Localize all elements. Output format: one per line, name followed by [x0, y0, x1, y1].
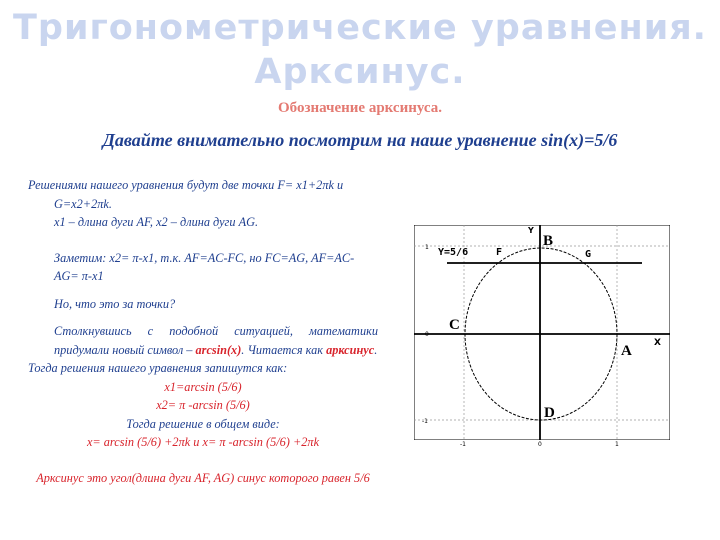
point-g-label: G: [585, 249, 592, 260]
slide-title: [0, 6, 720, 94]
title-line-2: Арксинус.: [254, 52, 466, 92]
explanation-text: [28, 176, 378, 487]
tick-x-0: 0: [538, 441, 542, 448]
paragraph-solutions: Решениями нашего уравнения будут две точки F= x1+2πk и G=x2+2πk.: [28, 178, 344, 211]
tick-y-0: 0: [425, 331, 429, 338]
arcsin-definition: Арксинус это угол(длина дуги AF, AG) синус которого равен 5/6: [36, 470, 370, 485]
x-tick-labels: [414, 441, 670, 451]
paragraph-general: Тогда решение в общем виде:: [126, 416, 280, 431]
title-line-1: Тригонометрические уравнения.: [13, 8, 707, 48]
paragraph-arc-lengths: x1 – длина дуги AF, x2 – длина дуги AG.: [54, 215, 259, 229]
paragraph-new-symbol: Столкнувшись с подобной ситуацией, математики придумали новый символ – arcsin(x). Читается как арксинус.: [54, 324, 378, 357]
equation-general: x= arcsin (5/6) +2πk и x= π -arcsin (5/6) +2πk: [86, 435, 320, 449]
paragraph-question: Но, что это за точки?: [54, 296, 176, 311]
new-symbol-text: Столкнувшись с подобной ситуацией, математики придумали новый символ –: [54, 324, 378, 357]
point-d-label: D: [544, 405, 555, 421]
point-c-label: C: [449, 317, 460, 333]
y-axis-label: Y: [528, 226, 534, 235]
tick-x-neg-1-text: -1: [460, 441, 466, 448]
tick-y-neg-1: -1: [422, 418, 428, 425]
arcsin-symbol: arcsin(x): [195, 342, 242, 357]
arcsin-word: арксинус: [326, 342, 375, 357]
slide-heading: Давайте внимательно посмотрим на наше уравнение sin(x)=5/6: [102, 130, 618, 150]
point-f-label: F: [496, 247, 503, 258]
equation-x2: x2= π -arcsin (5/6): [156, 398, 250, 412]
point-b-label: B: [543, 233, 554, 249]
x-axis-label: X: [654, 338, 661, 348]
paragraph-note: Заметим: x2= π-x1, т.к. AF=AC-FC, но FC=AG, AF=AC-AG= π-x1: [54, 250, 355, 283]
slide-subtitle: Обозначение арксинуса.: [277, 100, 443, 116]
unit-circle-graph: [414, 225, 670, 440]
equation-x1: x1=arcsin (5/6): [164, 379, 242, 394]
point-a-label: A: [621, 343, 632, 359]
line-label: Y=5/6: [438, 247, 469, 258]
tick-y-1: 1: [425, 244, 429, 251]
reads-as-text: . Читается как: [241, 342, 327, 357]
paragraph-then: Тогда решения нашего уравнения запишутся как:: [28, 361, 288, 375]
tick-x-1: 1: [615, 441, 619, 448]
